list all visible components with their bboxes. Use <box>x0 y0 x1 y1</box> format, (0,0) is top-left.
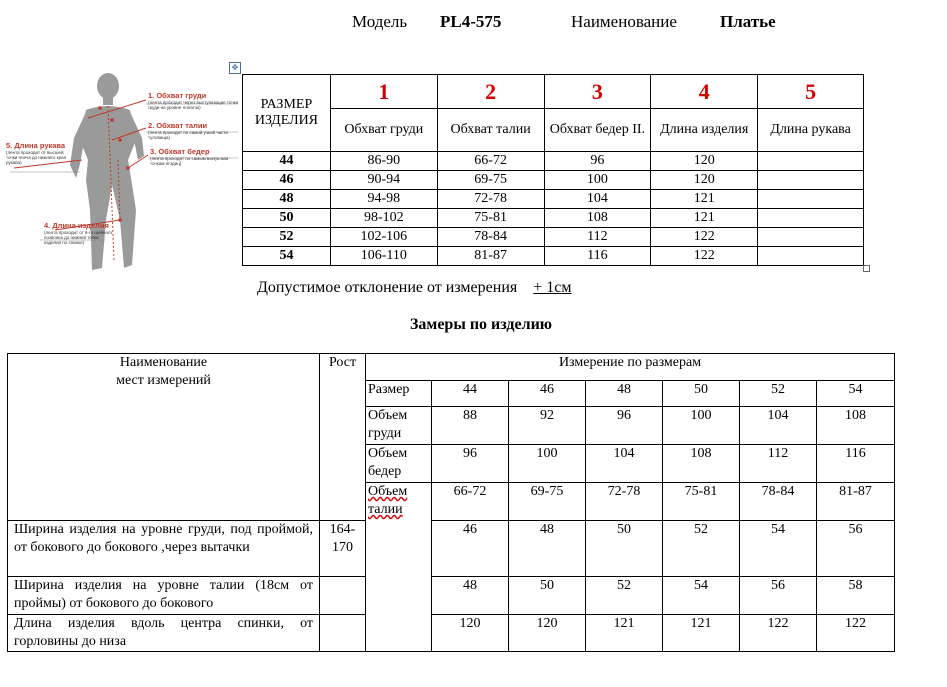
hips-cell: 116 <box>544 247 651 266</box>
column-number-3: 3 <box>544 75 651 109</box>
sleeve-cell <box>758 152 864 171</box>
sleeve-cell <box>758 171 864 190</box>
chest-cell: 90-94 <box>330 171 437 190</box>
height-empty <box>320 577 366 615</box>
table-resize-handle[interactable] <box>863 265 870 272</box>
measure-value: 56 <box>740 577 817 615</box>
waist-cell: 75-81 <box>437 209 544 228</box>
label-sleeve: 5. Длина рукава <box>6 141 66 150</box>
waist-cell: 81-87 <box>437 247 544 266</box>
column-header-hips: Обхват бедер II. <box>544 109 651 152</box>
column-number-2: 2 <box>437 75 544 109</box>
waist-cell: 78-84 <box>437 228 544 247</box>
size-value: 48 <box>586 381 663 407</box>
length-cell: 122 <box>651 247 758 266</box>
column-number-5: 5 <box>758 75 864 109</box>
chest-value: 92 <box>509 407 586 445</box>
measure-value: 48 <box>509 521 586 577</box>
chest-cell: 102-106 <box>330 228 437 247</box>
table-row <box>243 190 864 209</box>
hips-cell: 100 <box>544 171 651 190</box>
size-value: 54 <box>817 381 895 407</box>
waist-value: 69-75 <box>509 483 586 521</box>
height-value: 164-170 <box>320 521 366 577</box>
name-header <box>8 354 320 521</box>
chest-value: 88 <box>432 407 509 445</box>
measure-name: Ширина изделия на уровне груди, под проймой, от бокового до бокового ,через вытачки <box>8 521 320 577</box>
chest-cell: 86-90 <box>330 152 437 171</box>
hips-cell: 96 <box>544 152 651 171</box>
size-cell: 48 <box>243 190 331 209</box>
size-row-label: Размер <box>366 381 432 407</box>
waist-value: 78-84 <box>740 483 817 521</box>
size-header: РАЗМЕР ИЗДЕЛИЯ <box>243 75 331 152</box>
name-header-line-2: мест измерений <box>116 373 211 388</box>
hips-cell: 108 <box>544 209 651 228</box>
hips-value: 100 <box>509 445 586 483</box>
waist-value: 75-81 <box>663 483 740 521</box>
measure-value: 54 <box>740 521 817 577</box>
length-cell: 122 <box>651 228 758 247</box>
sleeve-cell <box>758 190 864 209</box>
note-sleeve: (лента проходит от высшей точки плеча до нижнего края рукава) <box>6 150 67 165</box>
chest-value: 96 <box>586 407 663 445</box>
length-cell: 121 <box>651 209 758 228</box>
size-value: 52 <box>740 381 817 407</box>
table-row <box>243 228 864 247</box>
measure-value: 50 <box>586 521 663 577</box>
size-cell: 54 <box>243 247 331 266</box>
table-row <box>243 209 864 228</box>
measure-value: 122 <box>740 615 817 652</box>
measure-value: 121 <box>663 615 740 652</box>
body-figure <box>0 60 242 280</box>
measure-table <box>7 353 895 652</box>
size-value: 46 <box>509 381 586 407</box>
label-length: 4. Длина изделия <box>44 221 109 230</box>
column-header-waist: Обхват талии <box>437 109 544 152</box>
column-header-sleeve: Длина рукава <box>758 109 864 152</box>
waist-cell: 72-78 <box>437 190 544 209</box>
label-chest: 1. Обхват груди <box>148 91 207 100</box>
note-length: (лента проходит от 6-го шейного позвонка до нижней точки изделия по спинке) <box>44 230 112 245</box>
measure-value: 120 <box>432 615 509 652</box>
sleeve-cell <box>758 247 864 266</box>
chest-row-label: Объем груди <box>366 407 432 445</box>
hips-value: 96 <box>432 445 509 483</box>
sleeve-cell <box>758 228 864 247</box>
table-row <box>8 577 895 615</box>
chest-value: 104 <box>740 407 817 445</box>
table-row <box>243 247 864 266</box>
hips-value: 104 <box>586 445 663 483</box>
tolerance-text: Допустимое отклонение от измерения <box>257 279 518 296</box>
section-title: Замеры по изделию <box>409 316 553 333</box>
note-waist: (лента проходит по самой узкой части туловища) <box>148 130 228 140</box>
size-cell: 52 <box>243 228 331 247</box>
note-chest: (лента проходит через выступающие точки груди на уровне лопаток) <box>148 100 239 110</box>
chest-value: 108 <box>817 407 895 445</box>
waist-value: 66-72 <box>432 483 509 521</box>
empty-cell <box>366 521 432 652</box>
table-row <box>243 171 864 190</box>
length-cell: 120 <box>651 152 758 171</box>
waist-value: 72-78 <box>586 483 663 521</box>
hips-row-label: Объем бедер <box>366 445 432 483</box>
column-number-1: 1 <box>330 75 437 109</box>
waist-cell: 66-72 <box>437 152 544 171</box>
measure-name: Ширина изделия на уровне талии (18см от проймы) от бокового до бокового <box>8 577 320 615</box>
chest-cell: 94-98 <box>330 190 437 209</box>
waist-cell: 69-75 <box>437 171 544 190</box>
hips-cell: 112 <box>544 228 651 247</box>
measure-value: 48 <box>432 577 509 615</box>
length-cell: 120 <box>651 171 758 190</box>
hips-value: 116 <box>817 445 895 483</box>
name-header-line-1: Наименование <box>119 355 208 370</box>
tolerance-value: + 1см <box>533 279 572 296</box>
column-header-chest: Обхват груди <box>330 109 437 152</box>
length-cell: 121 <box>651 190 758 209</box>
label-hips: 3. Обхват бедер <box>150 147 210 156</box>
waist-row-label-text: Объем талии <box>368 484 408 517</box>
hips-cell: 104 <box>544 190 651 209</box>
measure-value: 50 <box>509 577 586 615</box>
column-number-4: 4 <box>651 75 758 109</box>
measure-value: 58 <box>817 577 895 615</box>
table-row <box>243 152 864 171</box>
measure-value: 120 <box>509 615 586 652</box>
table-row <box>8 521 895 577</box>
column-header-length: Длина изделия <box>651 109 758 152</box>
chest-cell: 98-102 <box>330 209 437 228</box>
measure-value: 56 <box>817 521 895 577</box>
size-cell: 44 <box>243 152 331 171</box>
waist-value: 81-87 <box>817 483 895 521</box>
measure-value: 121 <box>586 615 663 652</box>
measure-value: 52 <box>586 577 663 615</box>
size-cell: 50 <box>243 209 331 228</box>
height-empty <box>320 615 366 652</box>
size-value: 50 <box>663 381 740 407</box>
table-move-handle-icon[interactable]: ✥ <box>229 62 241 74</box>
measure-value: 46 <box>432 521 509 577</box>
hips-value: 108 <box>663 445 740 483</box>
sleeve-cell <box>758 209 864 228</box>
waist-row-label <box>366 483 432 521</box>
name-value: Платье <box>720 12 776 31</box>
chest-value: 100 <box>663 407 740 445</box>
size-cell: 46 <box>243 171 331 190</box>
size-value: 44 <box>432 381 509 407</box>
model-label: Модель <box>352 12 408 31</box>
label-waist: 2. Обхват талии <box>148 121 208 130</box>
height-header: Рост <box>320 354 366 521</box>
tolerance-line <box>257 279 571 297</box>
measure-name: Длина изделия вдоль центра спинки, от горловины до низа <box>8 615 320 652</box>
chest-cell: 106-110 <box>330 247 437 266</box>
hips-value: 112 <box>740 445 817 483</box>
note-hips: (лента проходит по самым выпуклым точкам ягодиц) <box>150 156 229 166</box>
size-table <box>242 74 864 266</box>
measure-value: 52 <box>663 521 740 577</box>
measure-value: 122 <box>817 615 895 652</box>
model-value: PL4-575 <box>440 12 502 31</box>
measure-value: 54 <box>663 577 740 615</box>
table-row <box>8 615 895 652</box>
name-label: Наименование <box>571 12 677 31</box>
sizes-header: Измерение по размерам <box>366 354 895 381</box>
